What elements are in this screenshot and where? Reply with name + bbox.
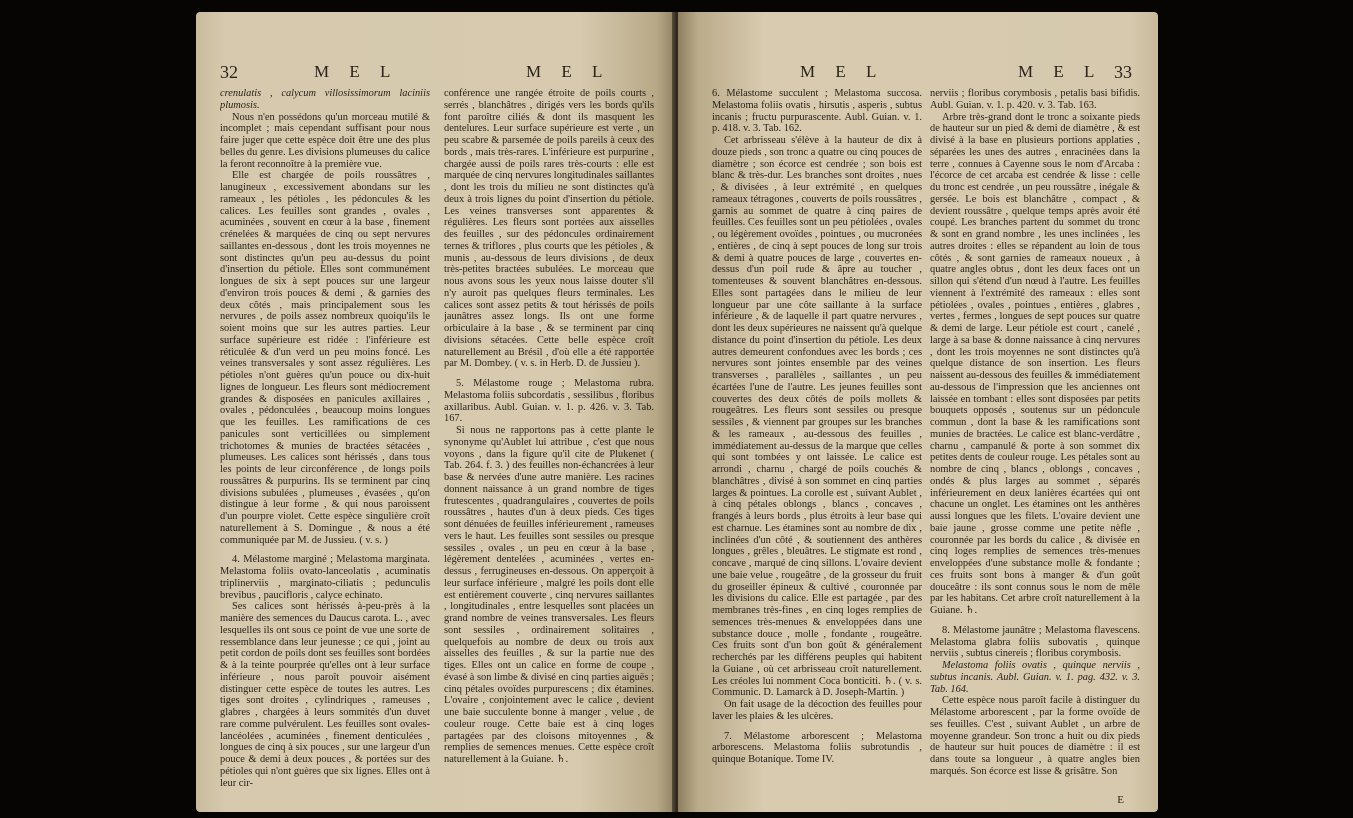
signature-mark: E — [1117, 794, 1124, 806]
paragraph: 6. Mélastome succulent ; Melastoma succosa. Melastoma foliis ovatis , hirsutis , asperis , subtus incanis ; fructu purpurascente. Aubl. Guian. v. 1. p. 418. v. 3. Tab. 162. — [712, 88, 922, 135]
species-entry-heading: 4. Mélastome marginé ; Melastoma marginata. Melastoma foliis ovato-lanceolatis , acuminatis triplinerviis , marginato-ciliatis ; pedunculis brevibus , paucifloris , calyce echinato. — [220, 554, 430, 601]
left-running-head-left: M E L — [314, 62, 399, 81]
left-column-1 — [220, 88, 430, 798]
left-page — [196, 12, 676, 812]
paragraph: Ses calices sont hérissés à-peu-près à la manière des semences du Daucus carota. L. , avec lesquelles ils ont sous ce point de vue une sorte de ressemblance dans leur jeunesse ; ce qui , joint au petit cordon de poils dont ses feuilles sont bordées & à la teinte pourprée qu'elles ont à leur surface inférieure , nous paroît pouvoir aisément distinguer cette espèce de toutes les autres. Les tiges sont droites , cylindriques , rameuses , glabres , chargées à leurs sommités d'un duvet rare comme pulvérulent. Les feuilles sont ovales-lancéolées , acuminées , finement denticulées , longues de cinq à six pouces , sur une largeur d'un pouce & demi à deux pouces , & portées sur des pétioles qui n'ont guères que six lignes. Elles ont à leur cir- — [220, 601, 430, 789]
left-column-2 — [444, 88, 654, 798]
paragraph: crenulatis , calycum villosissimorum laciniis plumosis. — [220, 88, 430, 111]
paragraph: nerviis ; floribus corymbosis , petalis basi bifidis. Aubl. Guian. v. 1. p. 420. v. 3. Tab. 163. — [930, 88, 1140, 111]
paragraph: On fait usage de la décoction des feuilles pour laver les plaies & les ulcères. — [712, 699, 922, 722]
right-column-2 — [930, 88, 1140, 798]
left-page-number: 32 — [220, 62, 238, 82]
left-running-head-right: M E L — [526, 62, 611, 81]
paragraph: Arbre très-grand dont le tronc a soixante pieds de hauteur sur un pied & demi de diamètre , & est divisé à la base en plusieurs portions applaties , séparées les unes des autres , enracinées dans la terre , connues à Cayenne sous le nom d'Arcaba : l'écorce de cet arcaba est cendrée & lisse : celle du tronc est cendrée , un peu roussâtre , inégale & gersée. Le bois est blanchâtre , compact , & devient roussâtre , quelque temps après avoir été coupé. Les branches partent du sommet du tronc & sont en grand nombre , les unes inclinées , les autres droites : elles se répandent au loin de tous côtés , & sont garnies de rameaux noueux , à quatre angles obtus , dont les deux faces ont un sillon qui s'étend d'un nœud à l'autre. Les feuilles viennent à l'extrémité des rameaux : elles sont pétiolées , ovales , pointues , entières , glabres , vertes , fermes , longues de sept pouces sur quatre & demi de large. Leur pétiole est court , canelé , large à sa base & donne naissance à cinq nervures , dont les trois moyennes ne sont distinctes qu'à quelque distance de son insertion. Les fleurs naissent au-dessous des feuilles & immédiatement au-dessous de l'impression que les anciennes ont laissée en tombant : elles sont disposées par petits bouquets opposés , soutenus sur un pédoncule commun , dont la base & les ramifications sont munies de bractées. Le calice est blanc-verdâtre , charnu , campanulé & porte à son sommet dix petites dents de couleur rouge. Les pétales sont au nombre de cinq , blancs , oblongs , concaves , ondés & plus larges au sommet , séparés inférieurement en deux lanières écartées qui ont chacune un onglet. Les étamines ont les anthères aussi longues que les filets. L'ovaire devient une baie jaune , grosse comme une petite nèfle , couronnée par les bords du calice , & divisée en cinq loges remplies de semences très-menues enveloppées d'une substance molle & fondante ; ces fruits sont bons à manger & d'un goût douceâtre : ils sont connus sous le nom de mêle par les habitans. Cet arbre croît naturellement à la Guiane. ♄. — [930, 111, 1140, 616]
paragraph: Si nous ne rapportons pas à cette plante le synonyme qu'Aublet lui attribue , c'est que nous voyons , dans la figure qu'il cite de Plukenet ( Tab. 264. f. 3. ) des feuilles non-échancrées à leur base & nervées d'une autre manière. Les racines donnent naissance à un grand nombre de tiges frutescentes , quadrangulaires , couvertes de poils roussâtres , hautes d'un à deux pieds. Ces tiges sont dénuées de feuilles inférieurement , rameuses vers le haut. Les feuilles sont sessiles ou presque sessiles , ovales , un peu en cœur à la base , légèrement dentelées , acuminées , vertes en-dessus , ferrugineuses en-dessous. On apperçoit à leur surface inférieure , malgré les poils dont elle est entièrement couverte , cinq nervures saillantes , longitudinales , entre lesquelles sont placées un grand nombre de veines transversales. Les fleurs sont sessiles , ordinairement solitaires , quelquefois au nombre de deux ou trois aux aisselles des feuilles , & sur la partie nue des tiges. Elles ont un calice en forme de coupe , évasé à son limbe & divisé en cinq parties aiguës ; cinq pétales ovoïdes purpurescens ; dix étamines. L'ovaire , conjointement avec le calice , devient une baie succulente bonne à manger , velue , de couleur rouge. Cette baie est à cinq loges partagées par des cloisons mitoyennes , & remplies de semences menues. Cette espèce croît naturellement à la Guiane. ♄. — [444, 425, 654, 765]
paragraph: Elle est chargée de poils roussâtres , lanugineux , excessivement abondans sur les rameaux , les pétioles , les pédoncules & les calices. Les feuilles sont grandes , ovales , acuminées , souvent en cœur à la base , finement crénelées & marquées de cinq ou sept nervures saillantes en-dessous , dont les trois moyennes ne sont distinctes qu'un peu au-dessus du point d'insertion du pétiole. Elles sont communément longues de six à sept pouces sur une largeur d'environ trois pouces & demi , & garnies des deux côtés , mais principalement sous les nervures , de poils assez nombreux quoiqu'ils le soient moins que sur les autres parties. Leur surface supérieure est ridée : l'inférieure est réticulée & d'un verd un peu moins foncé. Les veines transversales y sont assez régulières. Les pétioles n'ont guères qu'un pouce ou dix-huit lignes de longueur. Les fleurs sont médiocrement grandes & disposées en panicules axillaires , ovales , pédonculées , beaucoup moins longues que les feuilles. Les ramifications de ces panicules sont verticillées ou simplement trichotomes & munies de bractées sétacées , plumeuses. Les calices sont hérissés , dans tous les points de leur circonférence , de longs poils roussâtres & purpurins. Ils se terminent par cinq divisions subulées , plumeuses , évasées , qu'on distingue à leur forme , & qui nous paroissent d'un pourpre violet. Cette espèce singulière croît naturellement à S. Domingue , & nous a été communiquée par M. de Jussieu. ( v. s. ) — [220, 170, 430, 546]
paragraph: Nous n'en possédons qu'un morceau mutilé & incomplet ; mais cependant suffisant pour nous faire juger que cette espèce doit être une des plus belles du genre. Les divisions plumeuses du calice la feront reconnoître à la première vue. — [220, 111, 430, 170]
species-entry-heading: 7. Mélastome arborescent ; Melastoma arborescens. Melastoma foliis subrotundis , quinque Botanique. Tome IV. — [712, 730, 922, 765]
paragraph: Melastoma foliis ovatis , quinque nerviis , subtus incanis. Aubl. Guian. v. 1. pag. 432. v. 3. Tab. 164. — [930, 660, 1140, 695]
paragraph: conférence une rangée étroite de poils courts , serrés , blanchâtres , dirigés vers les bords qu'ils font paroître ciliés & dont ils masquent les dentelures. Leur surface supérieure est verte , un peu scabre & parsemée de poils pareils à ceux des bords , mais très-rares. L'inférieure est purpurine , chargée aussi de poils rares très-courts : elle est marquée de cinq nervures longitudinales saillantes , dont les trois du milieu ne sont distinctes qu'à deux à trois lignes du point d'insertion du pétiole. Les veines transverses sont apparentes & régulières. Les fleurs sont portées aux aisselles des feuilles , sur des pédoncules ordinairement ternes & triflores , plus courts que les pétioles , & munis , au-dessous de leurs divisions , de deux très-petites bractées subulées. Le morceau que nous avons sous les yeux nous laisse douter s'il n'y auroit pas quelques fleurs terminales. Les calices sont assez petits & tout hérissés de poils jaunâtres assez longs. Ils ont une forme orbiculaire à la base , & se terminent par cinq divisions sétacées. Cette belle espèce croît naturellement au Brésil , d'où elle a été rapportée par M. Dombey. ( v. s. in Herb. D. de Jussieu ). — [444, 88, 654, 370]
right-running-head-right: M E L — [1018, 62, 1103, 81]
species-entry-heading: 5. Mélastome rouge ; Melastoma rubra. Melastoma foliis subcordatis , sessilibus , floribus axillaribus. Aubl. Guian. v. 1. p. 426. v. 3. Tab. 167. — [444, 378, 654, 425]
paragraph: Cette espèce nous paroît facile à distinguer du Mélastome arborescent , par la forme ovoïde de ses feuilles. C'est , suivant Aublet , un arbre de moyenne grandeur. Son tronc a huit ou dix pieds de hauteur sur huit pouces de diamètre : il est dans toute sa longueur , à quatre angles bien marqués. Son écorce est lisse & grisâtre. Son — [930, 695, 1140, 777]
right-running-head-left: M E L — [800, 62, 885, 81]
paragraph: Cet arbrisseau s'élève à la hauteur de dix à douze pieds , son tronc a quatre ou cinq pouces de diamètre ; son écorce est cendrée ; son bois est blanc & très-dur. Les branches sont droites , nues , & divisées , à leur extrémité , en quelques rameaux tétragones , couverts de poils roussâtres , garnis au sommet de quatre à cinq paires de feuilles. Ces feuilles sont un peu pétiolées , ovales , ou légèrement ovoïdes , pointues , ou mucronées , entières , de cinq à sept pouces de long sur trois & demi à quatre pouces de large , couvertes en-dessus d'un poil rude & âpre au toucher , tomenteuses & souvent blanchâtres en-dessous. Elles sont partagées dans le milieu de leur longueur par une côte saillante à la surface inférieure , & de laquelle il part quatre nervures , dont les deux supérieures ne naissent qu'à quelque distance du point d'insertion du pétiole. Les deux autres demeurent confondues avec les bords ; ces nervures sont jointes ensemble par des veines transverses , parallèles , saillantes , un peu écartées l'une de l'autre. Les jeunes feuilles sont couvertes des deux côtés de poils mollets & rougeâtres. Les fleurs sont sessiles ou presque sessiles , & viennent par groupes sur les branches & les rameaux , au-dessous des feuilles , immédiatement au-dessus de la marque que celles qui sont tombées y ont laissée. Le calice est arrondi , charnu , chargé de poils couchés & blanchâtres , divisé à son sommet en cinq parties larges & pointues. La corolle est , suivant Aublet , à cinq pétales oblongs , blancs , concaves , frangés à leurs bords , plus étroits à leur base qui est charnue. Les étamines sont au nombre de dix , inclinées d'un côté , & soutiennent des anthères longues , grêles , bleuâtres. Le stigmate est rond , concave , marqué de cinq sillons. L'ovaire devient une baie velue , rougeâtre , de la grosseur du fruit du groseiller épineux & cultivé , couronnée par les divisions du calice. Elle est partagée , par des membranes très-fines , en cinq loges remplies de semences très-menues & enveloppées dans une substance douce , molle , fondante , rougeâtre. Ces fruits sont d'un bon goût & généralement recherchés par les différens peuples qui habitent la Guiane , où cet arbrisseau croît naturellement. Les créoles lui nomment Coca bonticiti. ♄. ( v. s. Communic. D. Lamarck à D. Joseph-Martin. ) — [712, 135, 922, 699]
right-page — [678, 12, 1158, 812]
right-page-number: 33 — [1114, 62, 1132, 82]
species-entry-heading: 8. Mélastome jaunâtre ; Melastoma flavescens. Melastoma glabra foliis subovatis , quinque nerviis , subtus cinereis ; floribus corymbosis. — [930, 624, 1140, 660]
right-column-1 — [712, 88, 922, 798]
